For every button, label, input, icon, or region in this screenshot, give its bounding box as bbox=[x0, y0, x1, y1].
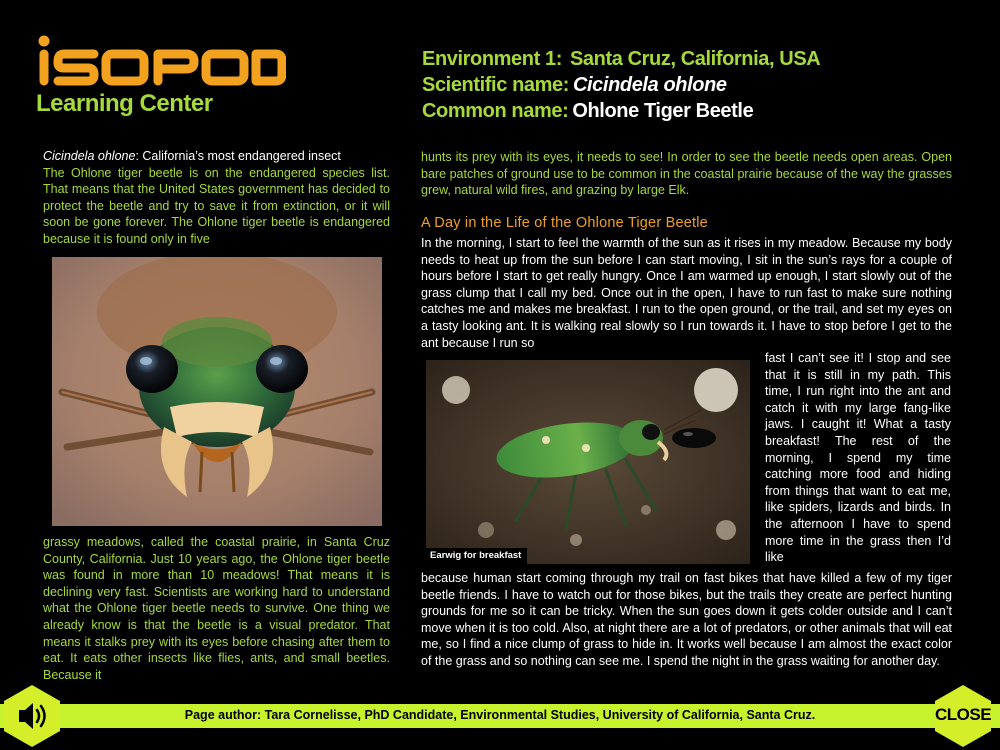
intro-lead-rest: : California’s most endangered insect bbox=[135, 149, 341, 163]
story-paragraph-1: In the morning, I start to feel the warmth of the sun as it rises in my meadow. Because my body needs to heat up from the sun before I can start moving, I sit in the sun’s rays for a couple of hours before I start to get really hungry. Once I am warmed up enough, I start slowly out of the grass clump that I call my bed. Once out in the open, I have to run fast to make sure nothing catches me and makes me breakfast. I run to the open ground, or the trail, and set my eyes on a tasty looking ant. It is walking real slowly so I run towards it. I have to stop before I get to the ant because I run so bbox=[421, 236, 952, 350]
common-name-row bbox=[422, 98, 820, 124]
sound-button[interactable] bbox=[3, 684, 61, 748]
environment-label: Environment 1: bbox=[422, 48, 562, 70]
close-label: CLOSE bbox=[934, 705, 992, 724]
common-name-label: Common name: bbox=[422, 100, 569, 122]
story-paragraph-2: fast I can’t see it! I stop and see that it is still in my path. This time, I run right into the ant and catch it with my large fang-like jaws. I caught it! What a tasty breakfast! The rest of the morning, I spend my time catching more food and hiding from things that want to eat me, like spiders, lizards and birds. In the afternoon I have to spend more time in the grass then I’d like bbox=[765, 351, 951, 565]
scientific-name-row bbox=[422, 72, 820, 98]
intro-paragraph: The Ohlone tiger beetle is on the endangered species list. That means that the United States government has decided to protect the beetle and try to save it from extinction, or it will soon be gone forever. The Ohlone tiger beetle is endangered because it is found only in five bbox=[43, 165, 390, 246]
story-heading: A Day in the Life of the Ohlone Tiger Beetle bbox=[421, 215, 708, 231]
intro-lead bbox=[43, 148, 390, 165]
close-button[interactable] bbox=[934, 684, 992, 748]
intro-text-top bbox=[43, 148, 390, 248]
photo-caption: Earwig for breakfast bbox=[426, 548, 527, 564]
isopod-logo bbox=[36, 34, 286, 86]
intro-lead-species: Cicindela ohlone bbox=[43, 149, 136, 163]
environment-row bbox=[422, 46, 820, 72]
habitat-paragraph: hunts its prey with its eyes, it needs to see! In order to see the beetle needs open areas. Open bare patches of ground use to be common in the coastal prairie because of the way the grasses grew, natural wild fires, and grazing by large Elk. bbox=[421, 150, 952, 198]
scientific-name-value: Cicindela ohlone bbox=[572, 74, 727, 96]
beetle-eating-photo bbox=[426, 360, 750, 564]
environment-header bbox=[422, 46, 820, 124]
environment-value: Santa Cruz, California, USA bbox=[569, 48, 821, 70]
intro-text-bottom: grassy meadows, called the coastal prairie, in Santa Cruz County, California. Just 10 years ago, the Ohlone tiger beetle was found in more than 10 meadows! That means it is declining very fast. Scientists are working hard to understand what the Ohlone tiger beetle needs to survive. One thing we already know is that the beetle is a visual predator. That means it stalks prey with its eyes before chasing after them to eat. It eats other insects like flies, ants, and small beetles. Because it bbox=[43, 535, 390, 682]
footer-bar bbox=[0, 704, 1000, 728]
page-author: Page author: Tara Cornelisse, PhD Candidate, Environmental Studies, University of California, Santa Cruz. bbox=[184, 708, 816, 722]
story-paragraph-3: because human start coming through my trail on fast bikes that have killed a few of my tiger beetle friends. I have to watch out for those bikes, but the trails they create are perfect hunting grounds for me so it can be tricky. When the sun goes down it gets colder outside and I can’t move when it is too cold. Also, at night there are a lot of predators, or other animals that will eat me, so I find a nice clump of grass to hide in. It works well because I am almost the exact color of the grass and so nothing can see me. I spend the night in the grass waiting for another day. bbox=[421, 571, 952, 668]
scientific-name-label: Scientific name: bbox=[422, 74, 569, 96]
common-name-value: Ohlone Tiger Beetle bbox=[572, 100, 754, 122]
beetle-closeup-photo bbox=[52, 257, 382, 526]
logo-subtitle: Learning Center bbox=[36, 90, 213, 117]
